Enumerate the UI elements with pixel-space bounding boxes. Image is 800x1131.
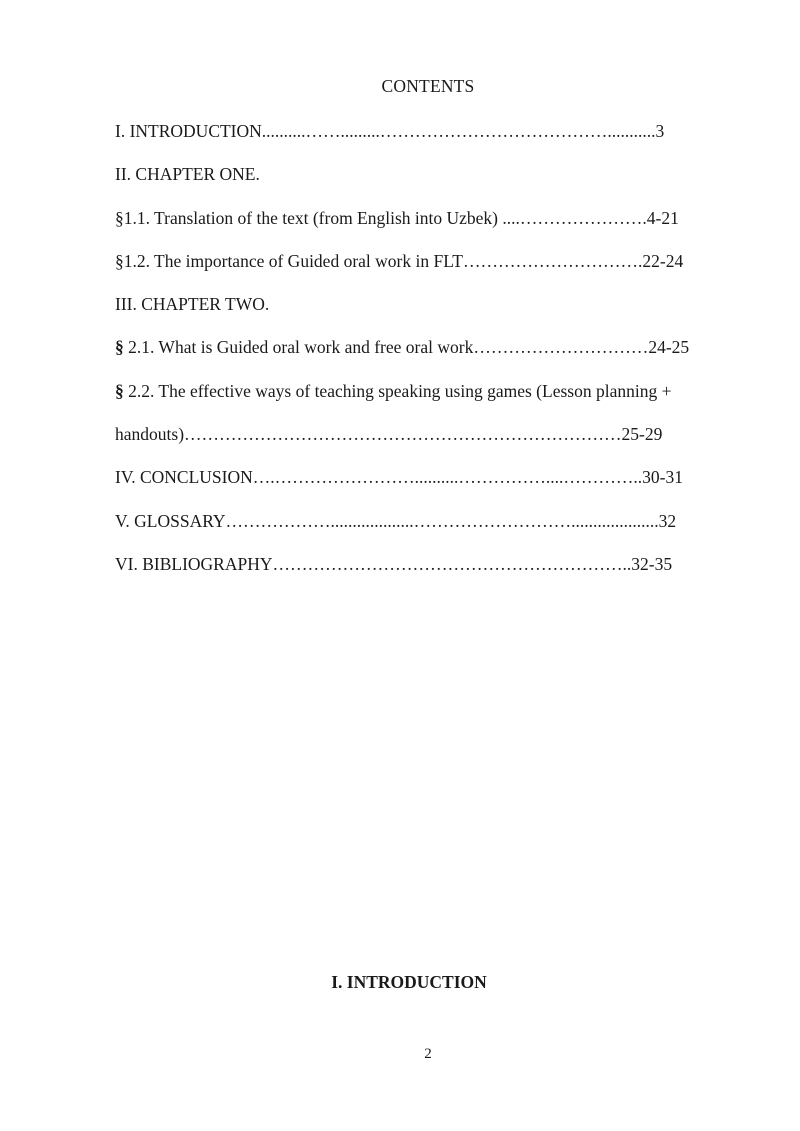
toc-entry-text: §1.2. The importance of Guided oral work in FLT………………………….22-24 [115, 250, 684, 271]
toc-entry-text: V. GLOSSARY………………...................………………………....................32 [115, 510, 677, 531]
toc-entry-2-1 [115, 335, 755, 378]
chapter-heading: I. INTRODUCTION [331, 972, 487, 992]
toc-entry-glossary [115, 509, 755, 552]
toc-entry-text: VI. BIBLIOGRAPHY……………………………………………………..32-35 [115, 553, 673, 574]
toc-entry-text: I. INTRODUCTION..........…….........…………………………………...........3 [115, 121, 665, 141]
toc-entry-introduction [115, 119, 755, 162]
toc-entry-text: §1.1. Translation of the text (from English into Uzbek) ....………………….4-21 [115, 207, 679, 228]
section-sign: § [115, 337, 124, 358]
table-of-contents [115, 119, 755, 595]
toc-entry-chapter-two [115, 292, 755, 335]
toc-entry-2-2 [115, 379, 755, 422]
toc-entry-1-1 [115, 206, 755, 249]
toc-entry-text: III. CHAPTER TWO. [115, 294, 270, 315]
page-number: 2 [424, 1046, 432, 1062]
contents-title: CONTENTS [381, 76, 475, 96]
toc-entry-text: 2.1. What is Guided oral work and free oral work…………………………24-25 [123, 337, 690, 358]
toc-entry-2-2-continued [115, 422, 755, 465]
toc-entry-conclusion [115, 465, 755, 508]
toc-entry-chapter-one [115, 162, 755, 205]
toc-entry-bibliography [115, 552, 755, 595]
toc-entry-1-2 [115, 249, 755, 292]
toc-entry-text: 2.2. The effective ways of teaching speaking using games (Lesson planning + [123, 380, 672, 401]
toc-entry-text: II. CHAPTER ONE. [115, 164, 260, 185]
toc-entry-text: IV. CONCLUSION….……………………..........……………....…………..30-31 [115, 467, 683, 488]
toc-entry-text: handouts)…………………………………………………………………25-29 [115, 424, 663, 445]
section-sign: § [115, 380, 124, 401]
